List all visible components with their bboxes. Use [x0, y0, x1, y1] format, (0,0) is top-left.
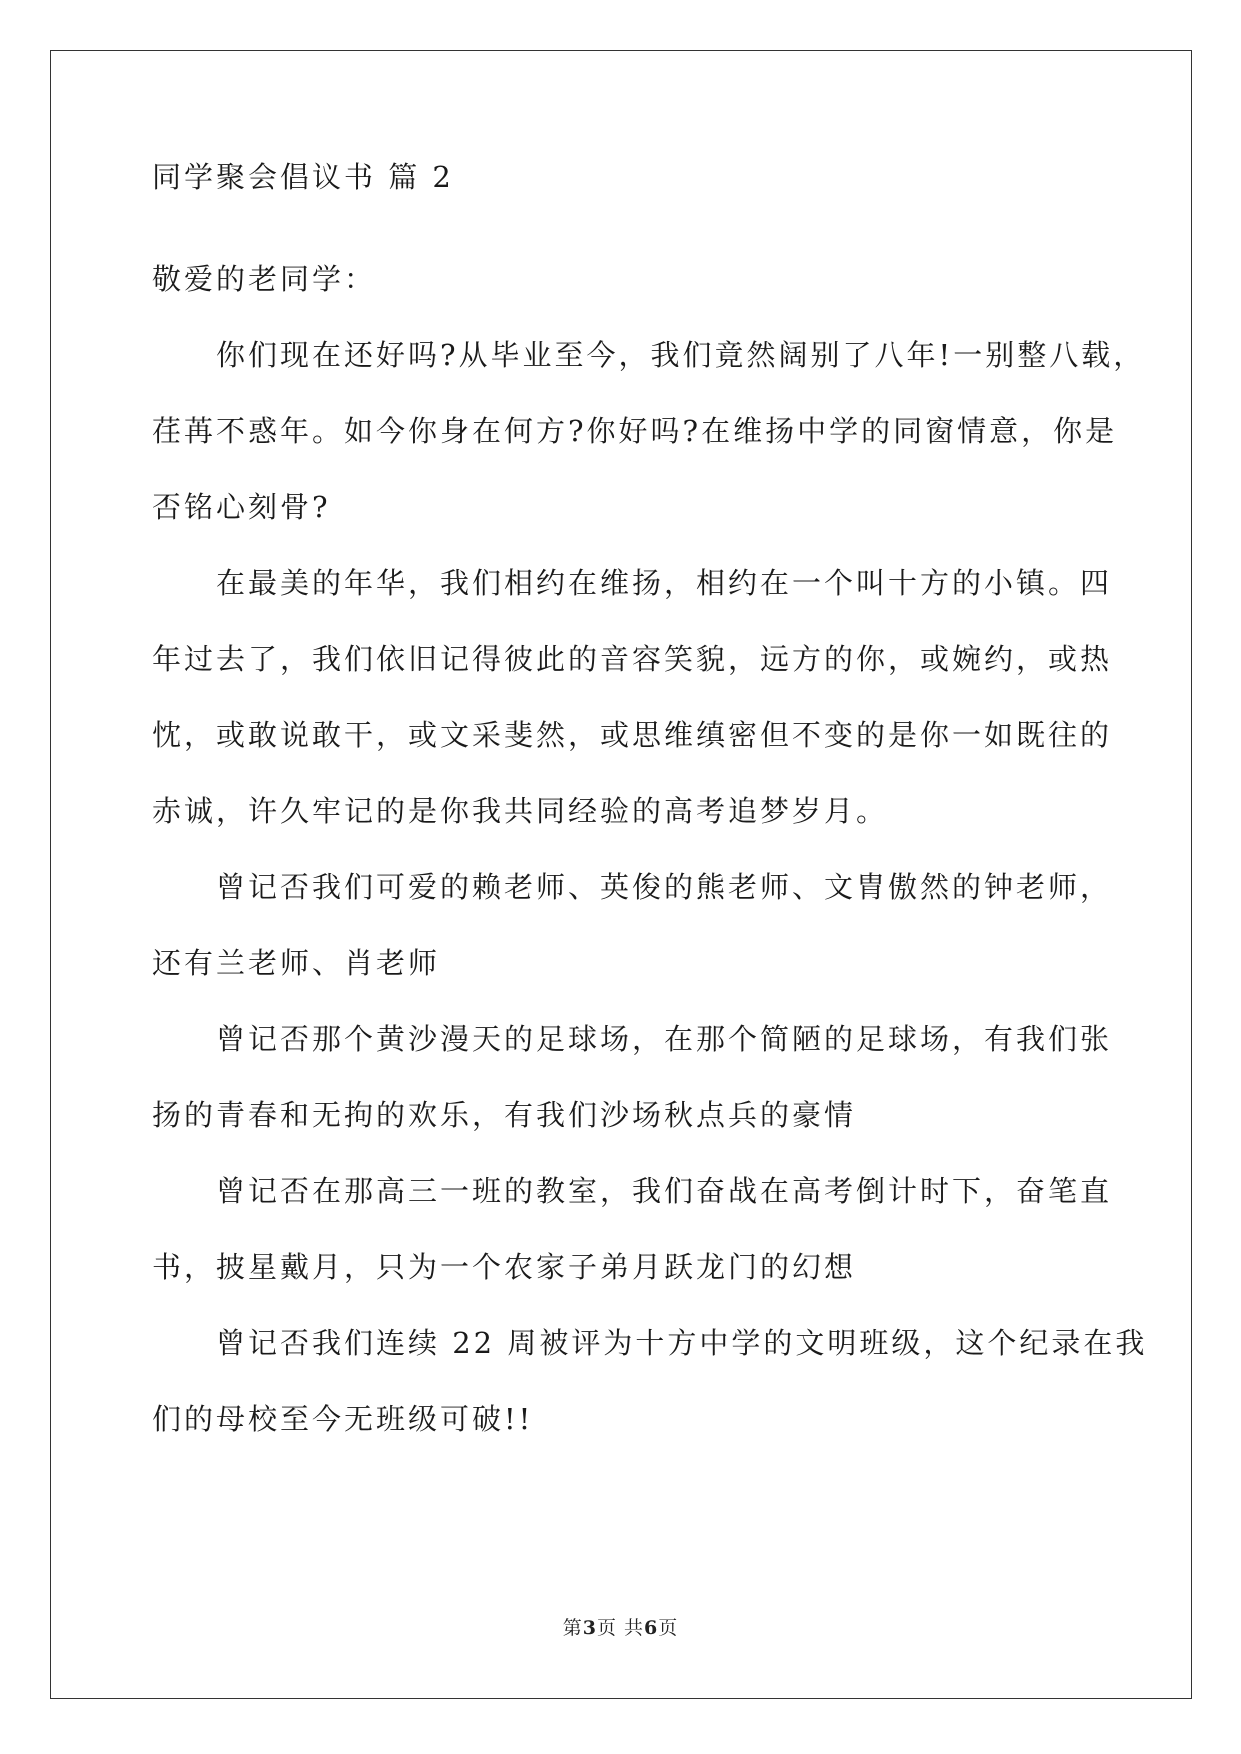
text-line: 赤诚，许久牢记的是你我共同经验的高考追梦岁月。 [152, 794, 889, 828]
page-total: 6 [644, 1617, 659, 1639]
page-current: 3 [582, 1617, 597, 1639]
text-line: 你们现在还好吗?从毕业至今，我们竟然阔别了八年!一别整八载， [216, 338, 1146, 372]
page-prefix: 第 [562, 1617, 583, 1639]
text-line: 在最美的年华，我们相约在维扬，相约在一个叫十方的小镇。四 [216, 566, 1113, 600]
document-title: 同学聚会倡议书 篇 2 [152, 160, 454, 194]
document-body [152, 160, 1148, 1457]
text-line: 年过去了，我们依旧记得彼此的音容笑貌，远方的你，或婉约，或热 [152, 642, 1113, 676]
page-suffix: 页 [658, 1617, 679, 1639]
page-mid: 页 共 [596, 1617, 645, 1639]
text-line: 荏苒不惑年。如今你身在何方?你好吗?在维扬中学的同窗情意，你是 [152, 414, 1118, 448]
text-line: 曾记否我们连续 22 周被评为十方中学的文明班级，这个纪录在我 [216, 1326, 1148, 1360]
salutation: 敬爱的老同学： [152, 262, 377, 296]
text-line: 们的母校至今无班级可破!! [152, 1402, 534, 1436]
body-text [152, 317, 1148, 1457]
text-line: 忱，或敢说敢干，或文采斐然，或思维缜密但不变的是你一如既往的 [152, 718, 1113, 752]
text-line: 曾记否我们可爱的赖老师、英俊的熊老师、文胄傲然的钟老师， [216, 870, 1113, 904]
text-line: 扬的青春和无拘的欢乐，有我们沙场秋点兵的豪情 [152, 1098, 857, 1132]
text-line: 还有兰老师、肖老师 [152, 946, 441, 980]
text-line: 书，披星戴月，只为一个农家子弟月跃龙门的幻想 [152, 1250, 857, 1284]
page-footer [0, 1613, 1241, 1640]
text-line: 曾记否在那高三一班的教室，我们奋战在高考倒计时下，奋笔直 [216, 1174, 1113, 1208]
text-line: 否铭心刻骨? [152, 490, 331, 524]
text-line: 曾记否那个黄沙漫天的足球场，在那个简陋的足球场，有我们张 [216, 1022, 1113, 1056]
